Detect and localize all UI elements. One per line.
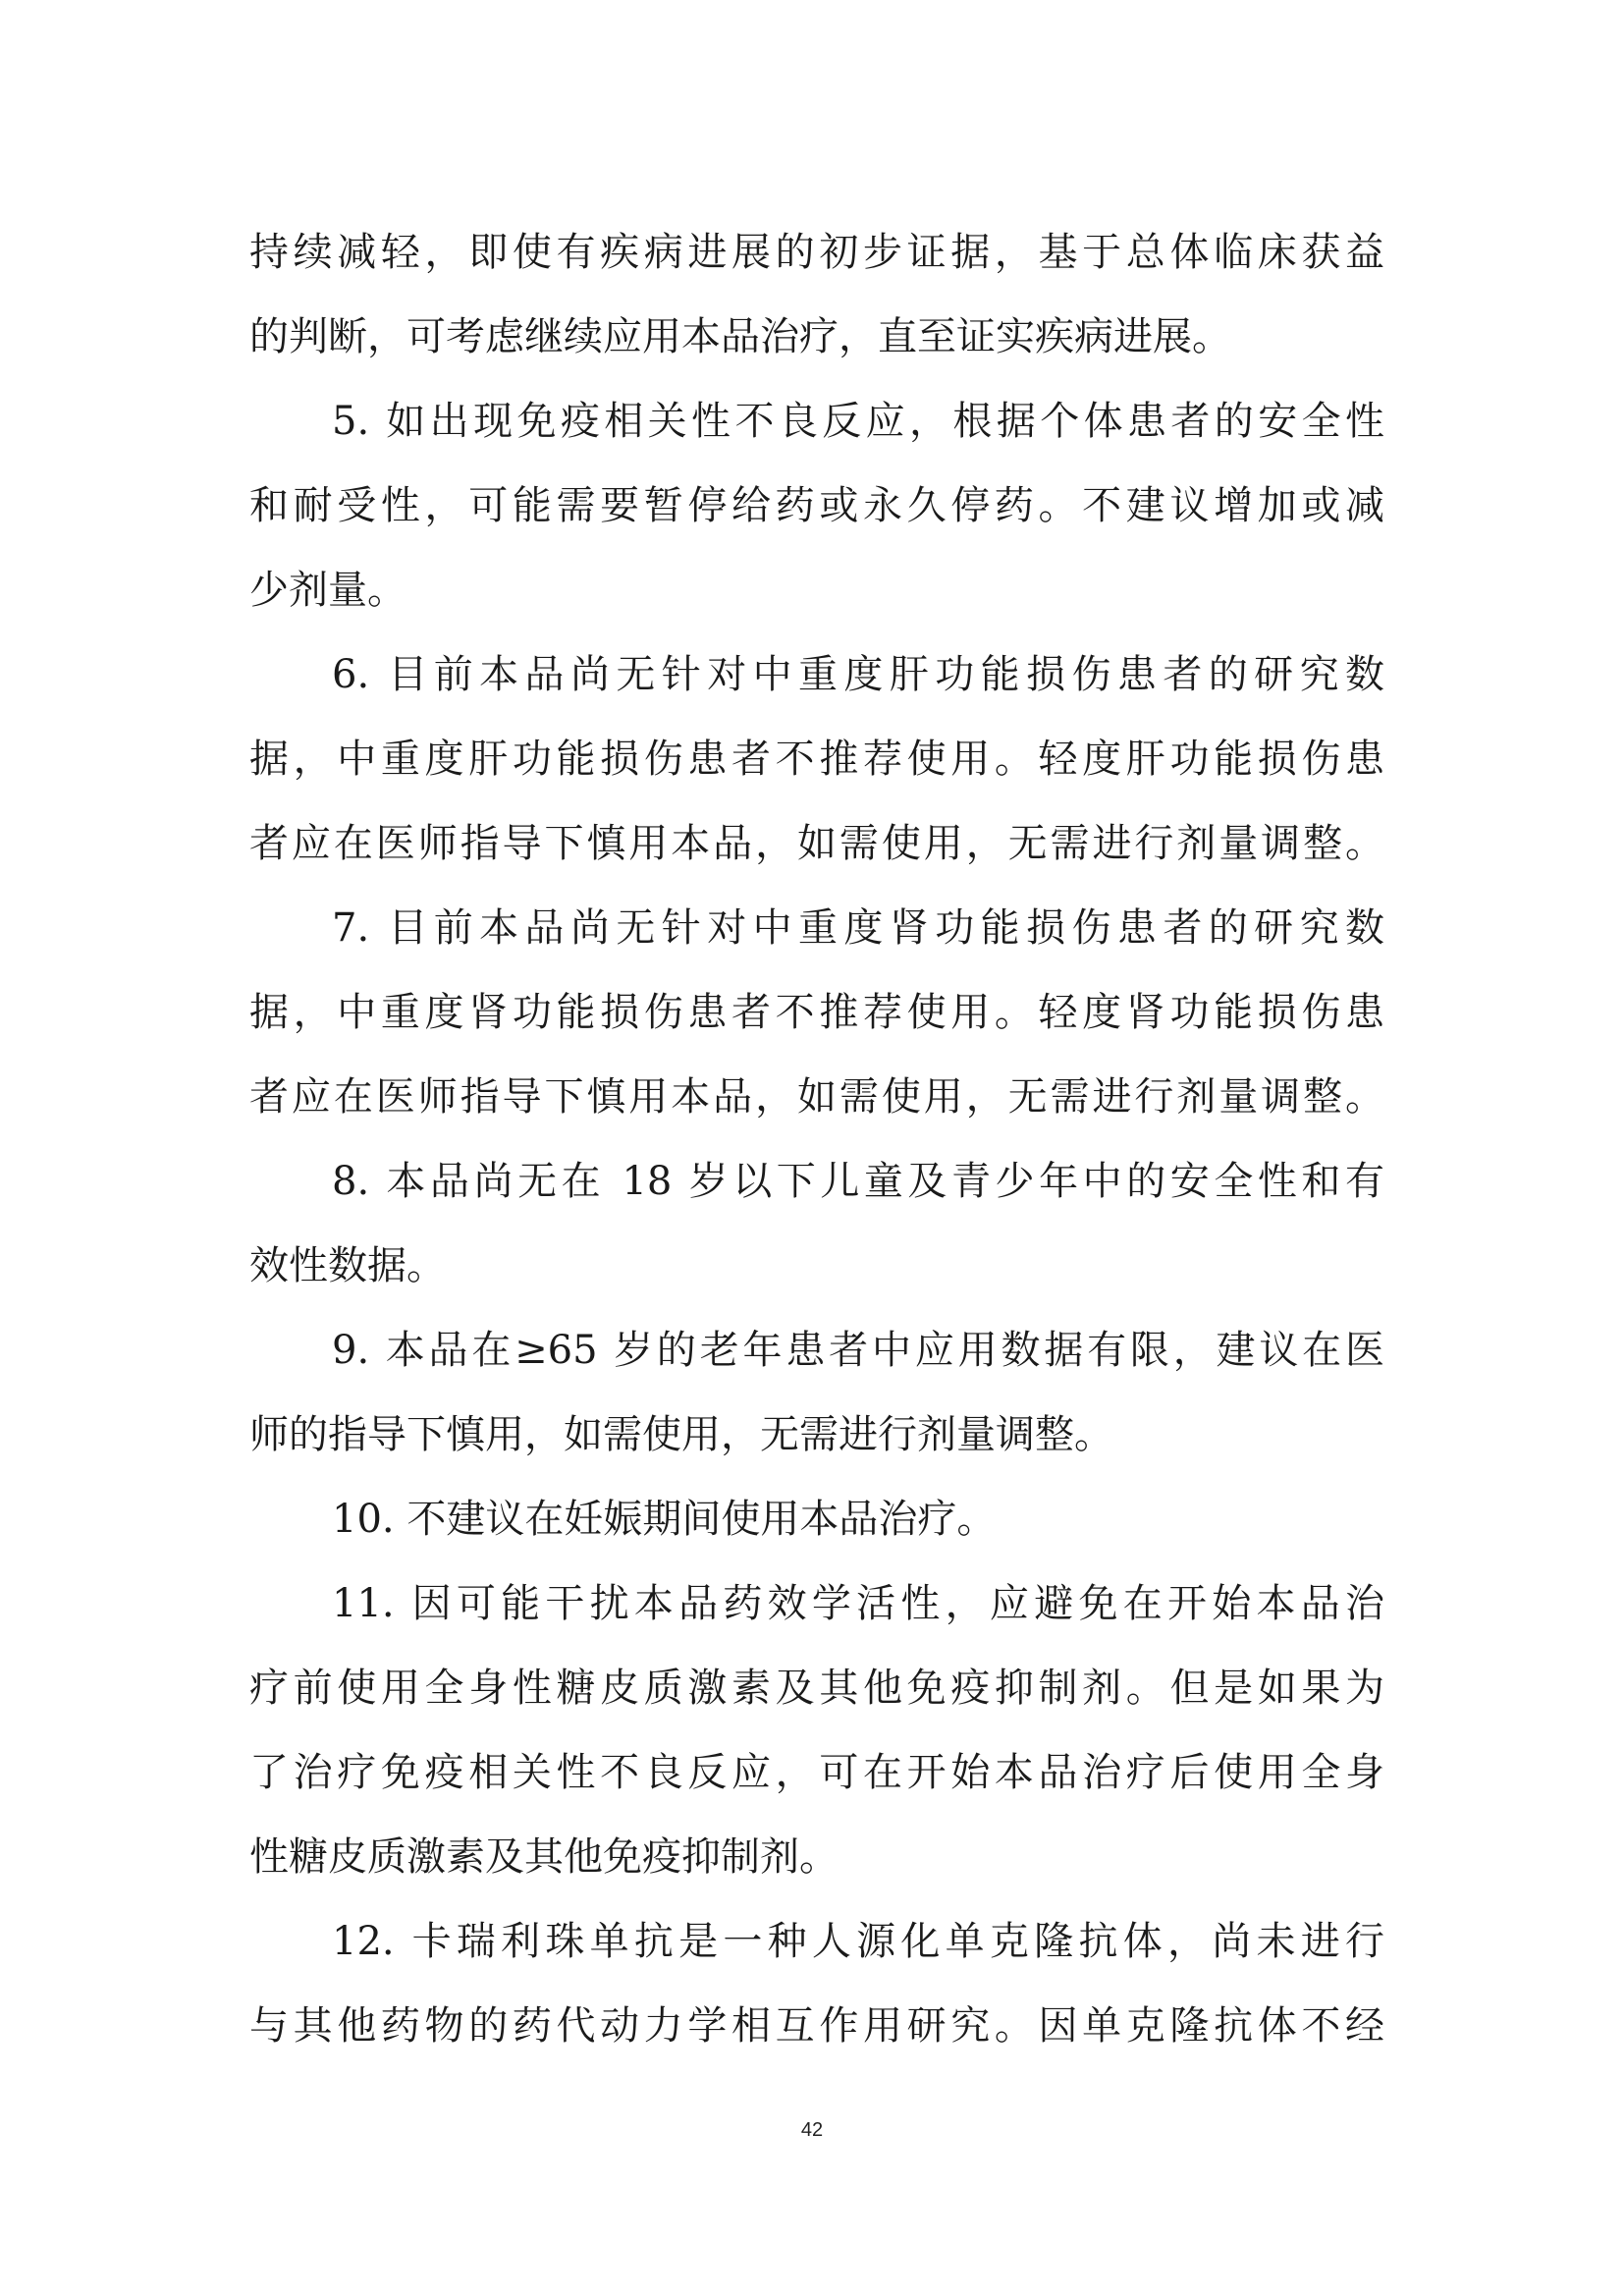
text-line: 11. 因可能干扰本品药效学活性，应避免在开始本品治 [332, 1581, 1384, 1626]
text-line: 12. 卡瑞利珠单抗是一种人源化单克隆抗体，尚未进行 [332, 1919, 1384, 1964]
text-line: 者应在医师指导下慎用本品，如需使用，无需进行剂量调整。 [249, 1074, 1384, 1120]
text-line: 师的指导下慎用，如需使用，无需进行剂量调整。 [249, 1412, 1113, 1457]
text-line: 9. 本品在≥65 岁的老年患者中应用数据有限，建议在医 [332, 1328, 1384, 1373]
text-line: 5. 如出现免疫相关性不良反应，根据个体患者的安全性 [332, 399, 1384, 444]
text-line: 10. 不建议在妊娠期间使用本品治疗。 [332, 1497, 997, 1542]
text-line: 少剂量。 [249, 568, 406, 613]
text-line: 疗前使用全身性糖皮质激素及其他免疫抑制剂。但是如果为 [249, 1666, 1384, 1711]
text-line: 8. 本品尚无在 18 岁以下儿童及青少年中的安全性和有 [332, 1159, 1384, 1204]
text-line: 和耐受性，可能需要暂停给药或永久停药。不建议增加或减 [249, 483, 1384, 528]
text-line: 7. 目前本品尚无针对中重度肾功能损伤患者的研究数 [332, 905, 1384, 951]
text-line: 性糖皮质激素及其他免疫抑制剂。 [249, 1834, 839, 1880]
text-line: 者应在医师指导下慎用本品，如需使用，无需进行剂量调整。 [249, 821, 1384, 866]
text-line: 6. 目前本品尚无针对中重度肝功能损伤患者的研究数 [332, 652, 1384, 697]
text-line: 持续减轻，即使有疾病进展的初步证据，基于总体临床获益 [249, 230, 1384, 275]
text-line: 了治疗免疫相关性不良反应，可在开始本品治疗后使用全身 [249, 1750, 1384, 1795]
text-line: 据，中重度肝功能损伤患者不推荐使用。轻度肝功能损伤患 [249, 737, 1384, 782]
body-text [249, 210, 1384, 2068]
text-line: 效性数据。 [249, 1243, 446, 1288]
text-line: 据，中重度肾功能损伤患者不推荐使用。轻度肾功能损伤患 [249, 990, 1384, 1035]
text-line: 与其他药物的药代动力学相互作用研究。因单克隆抗体不经 [249, 2003, 1384, 2049]
page-number: 42 [800, 2119, 824, 2141]
text-line: 的判断，可考虑继续应用本品治疗，直至证实疾病进展。 [249, 314, 1231, 359]
